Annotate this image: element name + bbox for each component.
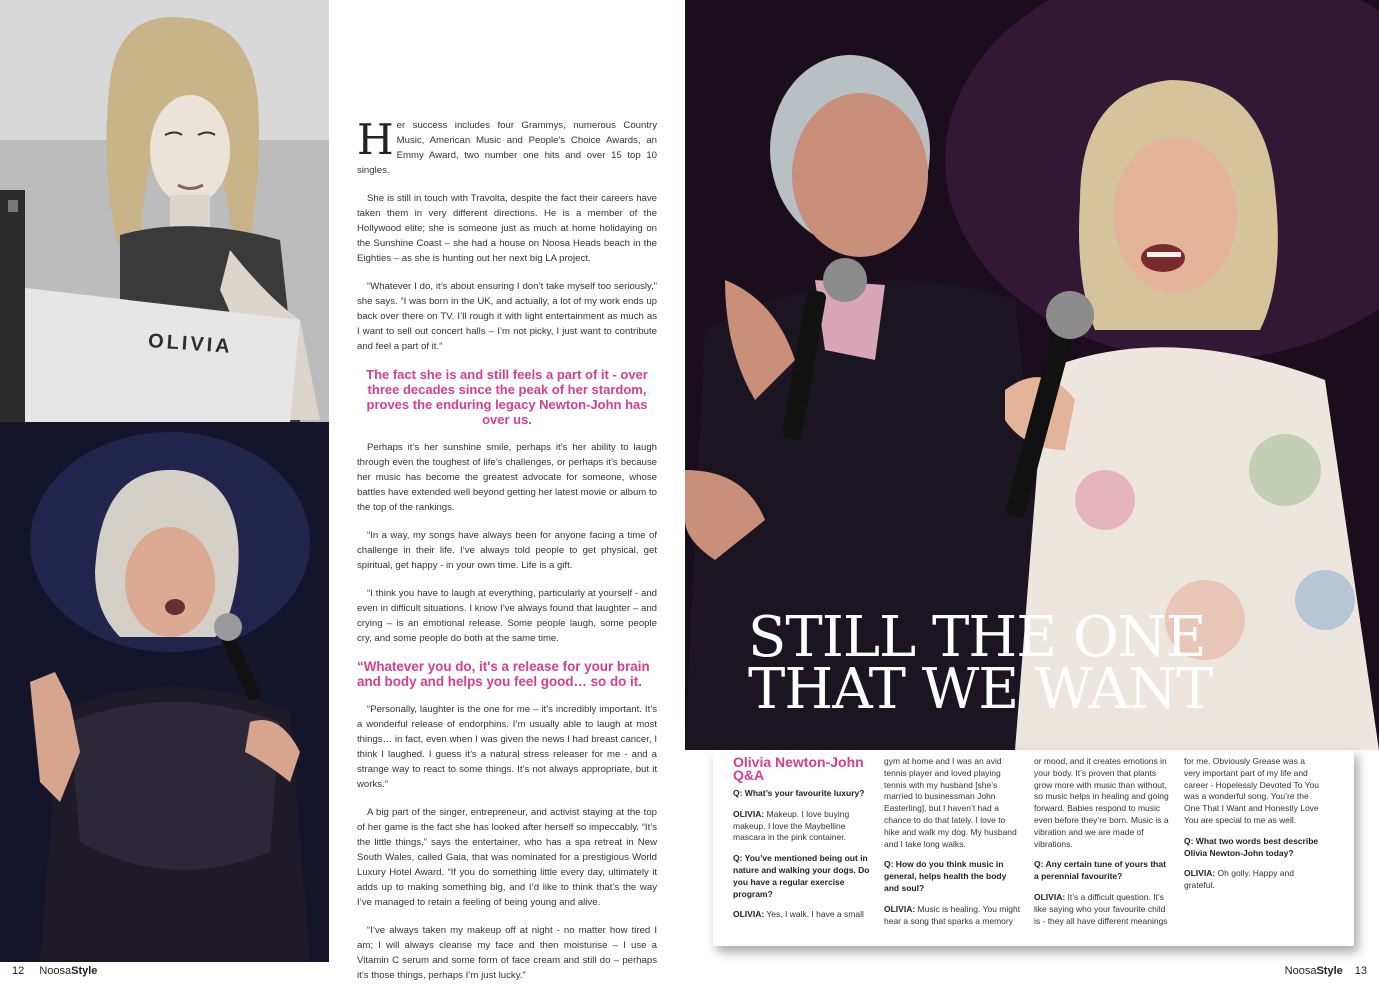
qa-question: Q: What two words best describe Olivia Newton-John today? — [1184, 835, 1319, 858]
qa-question: Q: You’ve mentioned being out in nature and walking your dogs. Do you have a regular exercise program? — [733, 853, 870, 899]
qa-column — [884, 756, 1022, 936]
bw-portrait-illustration — [0, 0, 329, 422]
brand-name: Noosa — [1284, 965, 1317, 977]
qa-title: Olivia Newton-John Q&A — [733, 754, 864, 783]
article-paragraph: Her success includes four Grammys, numerous Country Music, American Music and People's Choice Awards, an Emmy Award, two number one hits and over 15 top 10 singles. — [357, 115, 657, 176]
article-paragraph: “I’ve always taken my makeup off at night - no matter how tired I am; I will always cleanse my face and then moisturise – I use a Vitamin C serum and some form of face cream and still do – perhaps it’s those things, perhaps I’m just lucky.” — [357, 925, 657, 981]
qa-column — [733, 756, 871, 930]
headline-line: THAT WE WANT — [748, 657, 1213, 722]
stage-portrait-illustration — [0, 422, 329, 962]
olivia-singing-stage-photo — [0, 422, 329, 962]
qa-question: Q: What’s your favourite luxury? — [733, 788, 865, 798]
headline-line: STILL THE ONE — [748, 605, 1206, 670]
article-paragraph: A big part of the singer, entrepreneur, and activist staying at the top of her game is the fact she has looked after herself so impeccably. “It’s the little things,” says the entertainer, who has a spa retreat in New South Wales, called Gaia, that was nominated for a prestigious World Luxury Hotel Award. “If you do something little every day, ultimately it adds up to making something big, and I’d like to think that’s the way I’ve managed to retain a feeling of being young and alive. — [357, 807, 657, 908]
article-paragraph: “In a way, my songs have always been for anyone facing a time of challenge in their life. I’ve always told people to get physical, get spiritual, get happy - in your own time. Life is a gift. — [357, 530, 657, 571]
brand-name-bold: Style — [71, 965, 98, 977]
article-paragraph: Perhaps it’s her sunshine smile, perhaps it’s her ability to laugh through even the toughest of life’s challenges, or perhaps it’s because her music has become the greatest advocate for someone, whose battles have extended well beyond getting her latest movie or album to the top of the rankings. — [357, 442, 657, 513]
page-number: 12 — [12, 965, 25, 977]
article-body — [357, 115, 657, 990]
qa-answer: OLIVIA: Makeup. I love buying makeup. I love the Maybelline mascara in the pink container. — [733, 808, 850, 843]
qa-answer-continued: gym at home and I was an avid tennis player and loved playing tennis with my husband [she’s married to businessman John Easterling], but I haven’t had a chance to do that lately. I love to hike and walk my dog. My husband and I take long walks. — [884, 756, 1017, 849]
folio-left — [12, 965, 97, 977]
drop-cap: H — [357, 115, 394, 164]
qa-answer-continued: or mood, and it creates emotions in your body. It’s proven that plants grow more with music than without, so music helps in healing and going forward. Babies respond to music even before they’re born. Music is a vibration and we are made of vibrations. — [1034, 756, 1169, 849]
qa-answer: OLIVIA: Music is healing. You might hear a song that sparks a memory — [884, 903, 1021, 926]
pull-quote: “Whatever you do, it's a release for your brain and body and helps you feel good… so do it. — [357, 659, 650, 689]
qa-box — [713, 750, 1354, 946]
feature-headline — [748, 605, 1308, 722]
qa-answer: OLIVIA: Oh golly. Happy and grateful. — [1184, 868, 1294, 891]
qa-answer: OLIVIA: Yes, I walk. I have a small — [733, 909, 864, 920]
pull-quote: The fact she is and still feels a part of it - over three decades since the peak of her stardom, proves the enduring legacy Newton-John has over us. — [366, 367, 648, 427]
article-paragraph: “Personally, laughter is the one for me – it’s incredibly important. It’s a wonderful release of endorphins. I’m usually able to laugh at most things… in fact, even when I was given the news I had breast cancer, I think I laughed. I guess it’s a natural stress releaser for me - and a strange way to react to some things. It’s not always appropriate, but it works.” — [357, 704, 657, 790]
qa-column — [1184, 756, 1322, 901]
brand-name: Noosa — [39, 965, 72, 977]
olivia-director-chair-photo — [0, 0, 329, 422]
qa-column — [1034, 756, 1172, 936]
chair-label: OLIVIA — [147, 330, 234, 358]
qa-answer-continued: for me. Obviously Grease was a very important part of my life and career - Hopelessly Devoted To You was a wonderful song. You’re the One That I Want and Honestly Love You are special to me as well. — [1184, 756, 1319, 825]
qa-question: Q: Any certain tune of yours that a perennial favourite? — [1034, 859, 1166, 882]
article-paragraph: She is still in touch with Travolta, despite the fact their careers have taken them in very different directions. He is a member of the Hollywood elite; she is someone just as much at home holidaying on the Sunshine Coast – she had a house on Noosa Heads beach in the Eighties – as she is hunting out her next big LA project. — [357, 193, 657, 264]
article-paragraph: “I think you have to laugh at everything, particularly at yourself - and even in difficult situations. I know I’ve always found that laughter – and crying – is an emotional release. Some people laugh, some people cry, and some people do both at the same time. — [357, 588, 657, 644]
article-paragraph: “Whatever I do, it’s about ensuring I don’t take myself too seriously,” she says. “I was born in the UK, and actually, a lot of my work ends up back over there on TV. I’ll rough it with light entertainment as much as I want to sell out concert halls – I’m not picky, I just want to contribute and feel a part of it.” — [357, 281, 657, 352]
page-number: 13 — [1354, 965, 1367, 977]
qa-answer: OLIVIA: It’s a difficult question. It’s like saying who your favourite child is - they all have different meanings — [1034, 891, 1168, 926]
brand-name-bold: Style — [1316, 965, 1343, 977]
qa-question: Q: How do you think music in general, helps health the body and soul? — [884, 859, 1007, 893]
folio-right — [1285, 965, 1367, 977]
